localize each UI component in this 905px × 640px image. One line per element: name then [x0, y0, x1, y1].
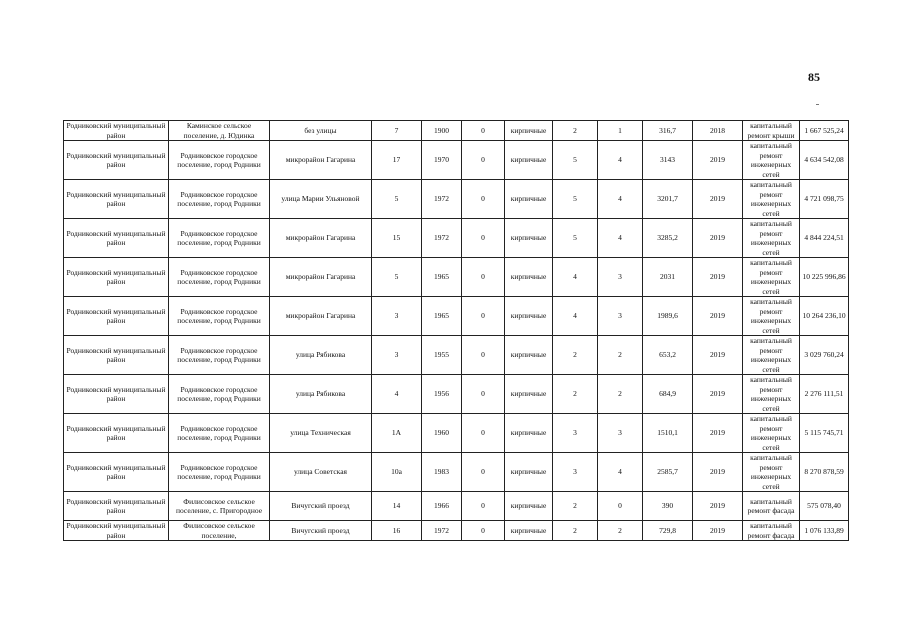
street-cell: улица Рябикова [270, 375, 372, 414]
work-type-cell: капитальный ремонт инженерных сетей [743, 258, 800, 297]
cost-cell: 8 270 878,59 [800, 453, 849, 492]
street-cell: микрорайон Гагарина [270, 141, 372, 180]
wall-material-cell: кирпичные [505, 521, 553, 541]
area-cell: 3143 [643, 141, 693, 180]
table-row [64, 297, 849, 336]
street-cell: Вичугский проезд [270, 492, 372, 521]
house-number-cell: 10а [372, 453, 422, 492]
table-row [64, 121, 849, 141]
entrances-cell: 1 [598, 121, 643, 141]
cost-cell: 575 078,40 [800, 492, 849, 521]
wall-material-cell: кирпичные [505, 336, 553, 375]
zero-value-cell: 0 [462, 521, 505, 541]
area-cell: 3285,2 [643, 219, 693, 258]
zero-value-cell: 0 [462, 414, 505, 453]
area-cell: 729,8 [643, 521, 693, 541]
street-cell: улица Рябикова [270, 336, 372, 375]
cost-cell: 4 634 542,08 [800, 141, 849, 180]
plan-year-cell: 2019 [693, 141, 743, 180]
table-row [64, 375, 849, 414]
floors-cell: 2 [553, 492, 598, 521]
entrances-cell: 4 [598, 141, 643, 180]
entrances-cell: 4 [598, 219, 643, 258]
district-cell: Родниковский муниципальный район [64, 336, 169, 375]
work-type-cell: капитальный ремонт инженерных сетей [743, 297, 800, 336]
floors-cell: 4 [553, 258, 598, 297]
floors-cell: 3 [553, 414, 598, 453]
settlement-cell: Родниковское городское поселение, город Родники [169, 297, 270, 336]
build-year-cell: 1960 [422, 414, 462, 453]
build-year-cell: 1972 [422, 180, 462, 219]
plan-year-cell: 2019 [693, 219, 743, 258]
floors-cell: 5 [553, 141, 598, 180]
build-year-cell: 1900 [422, 121, 462, 141]
floors-cell: 2 [553, 336, 598, 375]
scan-mark [816, 104, 819, 105]
entrances-cell: 3 [598, 297, 643, 336]
housing-repair-table [63, 120, 849, 541]
work-type-cell: капитальный ремонт крыши [743, 121, 800, 141]
district-cell: Родниковский муниципальный район [64, 375, 169, 414]
cost-cell: 1 667 525,24 [800, 121, 849, 141]
entrances-cell: 2 [598, 375, 643, 414]
entrances-cell: 2 [598, 336, 643, 375]
area-cell: 316,7 [643, 121, 693, 141]
zero-value-cell: 0 [462, 453, 505, 492]
table-row [64, 453, 849, 492]
work-type-cell: капитальный ремонт инженерных сетей [743, 414, 800, 453]
entrances-cell: 2 [598, 521, 643, 541]
table-row [64, 336, 849, 375]
wall-material-cell: кирпичные [505, 375, 553, 414]
house-number-cell: 3 [372, 336, 422, 375]
zero-value-cell: 0 [462, 375, 505, 414]
floors-cell: 2 [553, 375, 598, 414]
settlement-cell: Филисовское сельское поселение, с. Пригородное [169, 492, 270, 521]
area-cell: 684,9 [643, 375, 693, 414]
table-body [64, 121, 849, 541]
area-cell: 653,2 [643, 336, 693, 375]
work-type-cell: капитальный ремонт инженерных сетей [743, 180, 800, 219]
zero-value-cell: 0 [462, 492, 505, 521]
house-number-cell: 3 [372, 297, 422, 336]
table-row [64, 414, 849, 453]
plan-year-cell: 2019 [693, 492, 743, 521]
street-cell: без улицы [270, 121, 372, 141]
zero-value-cell: 0 [462, 258, 505, 297]
cost-cell: 10 225 996,86 [800, 258, 849, 297]
floors-cell: 4 [553, 297, 598, 336]
plan-year-cell: 2019 [693, 297, 743, 336]
wall-material-cell: кирпичные [505, 219, 553, 258]
work-type-cell: капитальный ремонт инженерных сетей [743, 219, 800, 258]
entrances-cell: 3 [598, 414, 643, 453]
house-number-cell: 1А [372, 414, 422, 453]
house-number-cell: 17 [372, 141, 422, 180]
zero-value-cell: 0 [462, 336, 505, 375]
cost-cell: 4 721 098,75 [800, 180, 849, 219]
plan-year-cell: 2019 [693, 258, 743, 297]
entrances-cell: 4 [598, 180, 643, 219]
settlement-cell: Родниковское городское поселение, город Родники [169, 336, 270, 375]
house-number-cell: 5 [372, 180, 422, 219]
settlement-cell: Родниковское городское поселение, город Родники [169, 219, 270, 258]
cost-cell: 3 029 760,24 [800, 336, 849, 375]
cost-cell: 1 076 133,89 [800, 521, 849, 541]
district-cell: Родниковский муниципальный район [64, 521, 169, 541]
floors-cell: 2 [553, 121, 598, 141]
wall-material-cell: кирпичные [505, 121, 553, 141]
zero-value-cell: 0 [462, 121, 505, 141]
table-row [64, 492, 849, 521]
floors-cell: 2 [553, 521, 598, 541]
zero-value-cell: 0 [462, 141, 505, 180]
street-cell: улица Техническая [270, 414, 372, 453]
build-year-cell: 1966 [422, 492, 462, 521]
work-type-cell: капитальный ремонт инженерных сетей [743, 336, 800, 375]
district-cell: Родниковский муниципальный район [64, 453, 169, 492]
page-number: 85 [808, 70, 820, 84]
wall-material-cell: кирпичные [505, 414, 553, 453]
street-cell: Вичугский проезд [270, 521, 372, 541]
plan-year-cell: 2019 [693, 180, 743, 219]
street-cell: улица Марии Ульяновой [270, 180, 372, 219]
district-cell: Родниковский муниципальный район [64, 414, 169, 453]
wall-material-cell: кирпичные [505, 180, 553, 219]
work-type-cell: капитальный ремонт инженерных сетей [743, 375, 800, 414]
plan-year-cell: 2019 [693, 375, 743, 414]
cost-cell: 10 264 236,10 [800, 297, 849, 336]
plan-year-cell: 2019 [693, 414, 743, 453]
district-cell: Родниковский муниципальный район [64, 180, 169, 219]
area-cell: 2585,7 [643, 453, 693, 492]
area-cell: 1510,1 [643, 414, 693, 453]
district-cell: Родниковский муниципальный район [64, 219, 169, 258]
table-row [64, 141, 849, 180]
entrances-cell: 3 [598, 258, 643, 297]
work-type-cell: капитальный ремонт инженерных сетей [743, 453, 800, 492]
settlement-cell: Родниковское городское поселение, город Родники [169, 375, 270, 414]
area-cell: 2031 [643, 258, 693, 297]
wall-material-cell: кирпичные [505, 492, 553, 521]
zero-value-cell: 0 [462, 297, 505, 336]
build-year-cell: 1970 [422, 141, 462, 180]
zero-value-cell: 0 [462, 219, 505, 258]
settlement-cell: Родниковское городское поселение, город Родники [169, 180, 270, 219]
table-row [64, 258, 849, 297]
house-number-cell: 4 [372, 375, 422, 414]
wall-material-cell: кирпичные [505, 141, 553, 180]
cost-cell: 5 115 745,71 [800, 414, 849, 453]
house-number-cell: 7 [372, 121, 422, 141]
district-cell: Родниковский муниципальный район [64, 141, 169, 180]
zero-value-cell: 0 [462, 180, 505, 219]
district-cell: Родниковский муниципальный район [64, 297, 169, 336]
build-year-cell: 1972 [422, 521, 462, 541]
house-number-cell: 15 [372, 219, 422, 258]
plan-year-cell: 2019 [693, 336, 743, 375]
plan-year-cell: 2019 [693, 453, 743, 492]
house-number-cell: 14 [372, 492, 422, 521]
area-cell: 3201,7 [643, 180, 693, 219]
settlement-cell: Родниковское городское поселение, город Родники [169, 258, 270, 297]
cost-cell: 4 844 224,51 [800, 219, 849, 258]
street-cell: микрорайон Гагарина [270, 258, 372, 297]
build-year-cell: 1955 [422, 336, 462, 375]
settlement-cell: Родниковское городское поселение, город Родники [169, 453, 270, 492]
build-year-cell: 1956 [422, 375, 462, 414]
build-year-cell: 1983 [422, 453, 462, 492]
area-cell: 1989,6 [643, 297, 693, 336]
area-cell: 390 [643, 492, 693, 521]
wall-material-cell: кирпичные [505, 297, 553, 336]
entrances-cell: 4 [598, 453, 643, 492]
wall-material-cell: кирпичные [505, 453, 553, 492]
cost-cell: 2 276 111,51 [800, 375, 849, 414]
street-cell: микрорайон Гагарина [270, 219, 372, 258]
entrances-cell: 0 [598, 492, 643, 521]
work-type-cell: капитальный ремонт фасада [743, 492, 800, 521]
settlement-cell: Филисовское сельское поселение, [169, 521, 270, 541]
floors-cell: 3 [553, 453, 598, 492]
district-cell: Родниковский муниципальный район [64, 492, 169, 521]
district-cell: Родниковский муниципальный район [64, 121, 169, 141]
settlement-cell: Каминское сельское поселение, д. Юдинка [169, 121, 270, 141]
table-row [64, 521, 849, 541]
settlement-cell: Родниковское городское поселение, город Родники [169, 141, 270, 180]
table-row [64, 180, 849, 219]
floors-cell: 5 [553, 219, 598, 258]
work-type-cell: капитальный ремонт фасада [743, 521, 800, 541]
wall-material-cell: кирпичные [505, 258, 553, 297]
table-row [64, 219, 849, 258]
settlement-cell: Родниковское городское поселение, город Родники [169, 414, 270, 453]
build-year-cell: 1972 [422, 219, 462, 258]
work-type-cell: капитальный ремонт инженерных сетей [743, 141, 800, 180]
build-year-cell: 1965 [422, 297, 462, 336]
street-cell: микрорайон Гагарина [270, 297, 372, 336]
floors-cell: 5 [553, 180, 598, 219]
house-number-cell: 5 [372, 258, 422, 297]
plan-year-cell: 2019 [693, 521, 743, 541]
district-cell: Родниковский муниципальный район [64, 258, 169, 297]
plan-year-cell: 2018 [693, 121, 743, 141]
house-number-cell: 16 [372, 521, 422, 541]
street-cell: улица Советская [270, 453, 372, 492]
build-year-cell: 1965 [422, 258, 462, 297]
